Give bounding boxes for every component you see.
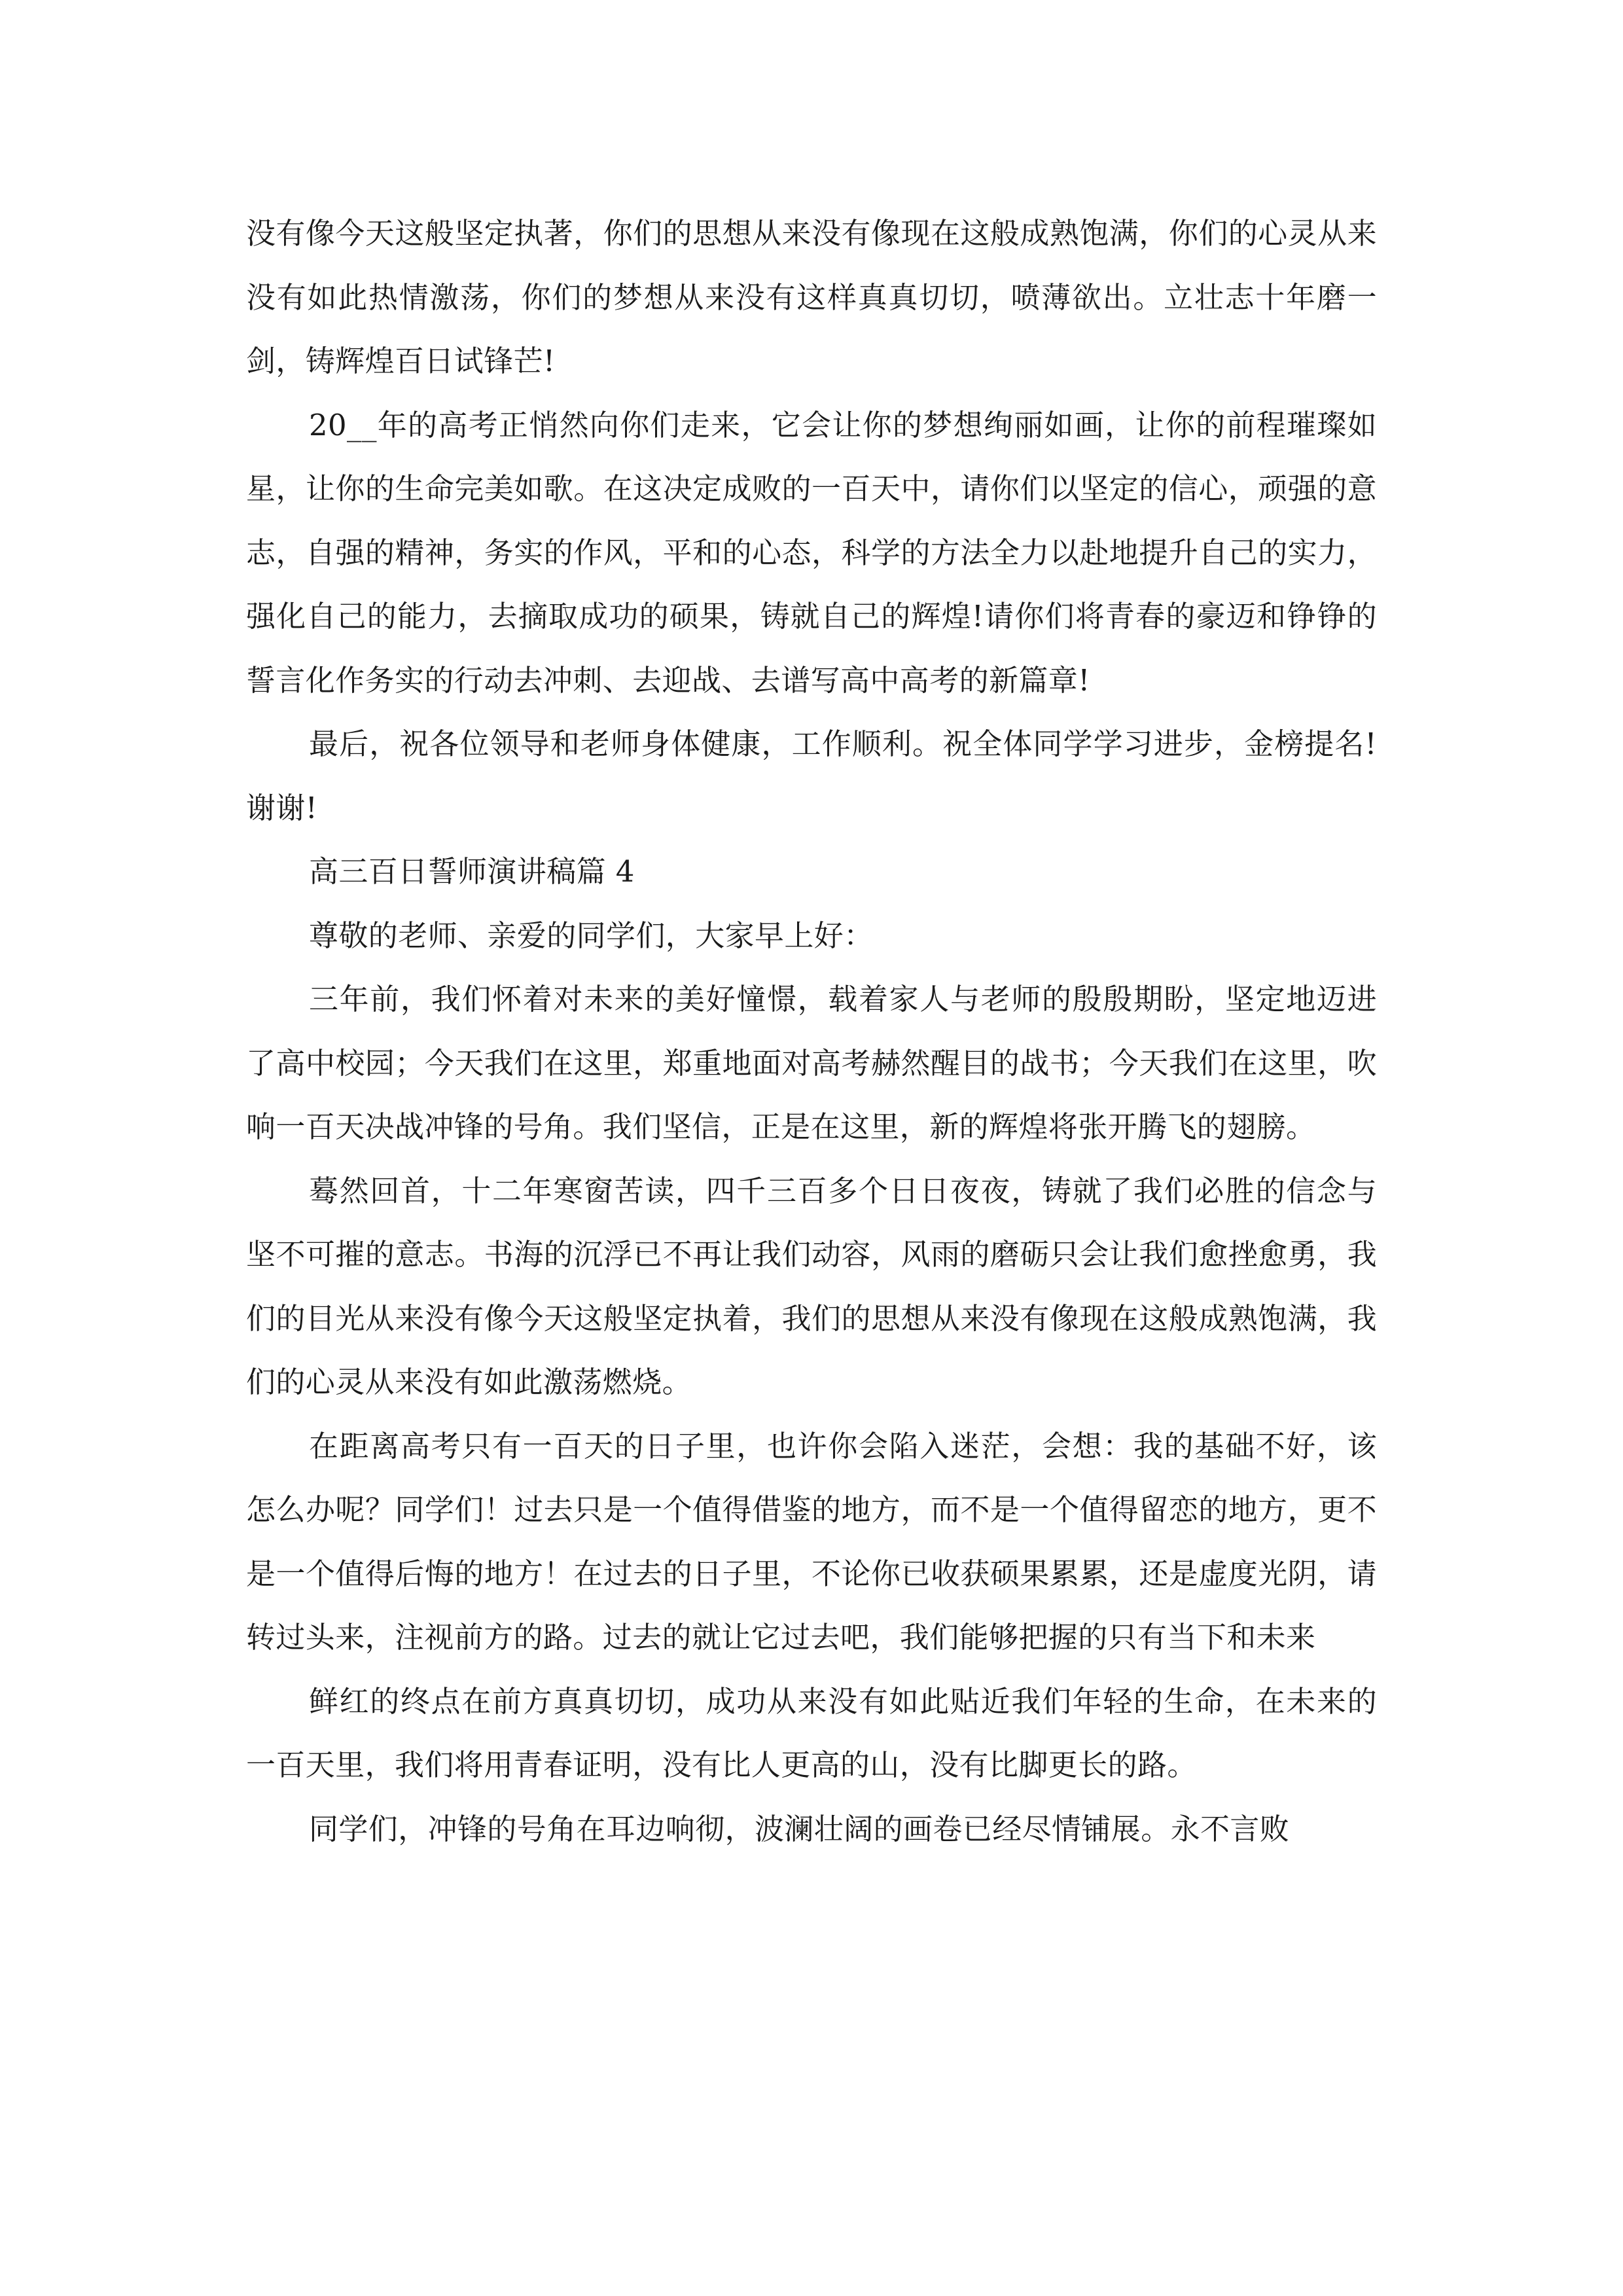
paragraph-bugle-call: 同学们，冲锋的号角在耳边响彻，波澜壮阔的画卷已经尽情铺展。永不言败 [309, 1811, 1290, 1846]
paragraph-continuation: 没有像今天这般坚定执著，你们的思想从来没有像现在这般成熟饱满，你们的心灵从来没有如此热情激荡，你们的梦想从来没有这样真真切切，喷薄欲出。立壮志十年磨一剑，铸辉煌百日试锋芒! [246, 216, 1377, 378]
paragraph-closing-wishes: 最后，祝各位领导和老师身体健康，工作顺利。祝全体同学学习进步，金榜提名!谢谢! [246, 726, 1377, 825]
document-body [246, 202, 1377, 1861]
paragraph-three-years-ago: 三年前，我们怀着对未来的美好憧憬，载着家人与老师的殷殷期盼，坚定地迈进了高中校园；今天我们在这里，郑重地面对高考赫然醒目的战书；今天我们在这里，吹响一百天决战冲锋的号角。我们坚信，正是在这里，新的辉煌将张开腾飞的翅膀。 [246, 982, 1377, 1144]
paragraph-finish-line: 鲜红的终点在前方真真切切，成功从来没有如此贴近我们年轻的生命，在未来的一百天里，我们将用青春证明，没有比人更高的山，没有比脚更长的路。 [246, 1683, 1377, 1782]
paragraph-hundred-days: 在距离高考只有一百天的日子里，也许你会陷入迷茫，会想：我的基础不好，该怎么办呢？同学们！过去只是一个值得借鉴的地方，而不是一个值得留恋的地方，更不是一个值得后悔的地方！在过去的日子里，不论你已收获硕果累累，还是虚度光阴，请转过头来，注视前方的路。过去的就让它过去吧，我们能够把握的只有当下和未来 [246, 1428, 1377, 1655]
paragraph-greeting: 尊敬的老师、亲爱的同学们，大家早上好： [309, 918, 874, 953]
section-heading: 高三百日誓师演讲稿篇 4 [309, 854, 635, 889]
paragraph-exam-approach: 20__年的高考正悄然向你们走来，它会让你的梦想绚丽如画，让你的前程璀璨如星，让你的生命完美如歌。在这决定成败的一百天中，请你们以坚定的信心，顽强的意志，自强的精神，务实的作风，平和的心态，科学的方法全力以赴地提升自己的实力，强化自己的能力，去摘取成功的硕果，铸就自己的辉煌!请你们将青春的豪迈和铮铮的誓言化作务实的行动去冲刺、去迎战、去谱写高中高考的新篇章! [246, 407, 1377, 698]
paragraph-looking-back: 蓦然回首，十二年寒窗苦读，四千三百多个日日夜夜，铸就了我们必胜的信念与坚不可摧的意志。书海的沉浮已不再让我们动容，风雨的磨砺只会让我们愈挫愈勇，我们的目光从来没有像今天这般坚定执着，我们的思想从来没有像现在这般成熟饱满，我们的心灵从来没有如此激荡燃烧。 [246, 1173, 1377, 1399]
